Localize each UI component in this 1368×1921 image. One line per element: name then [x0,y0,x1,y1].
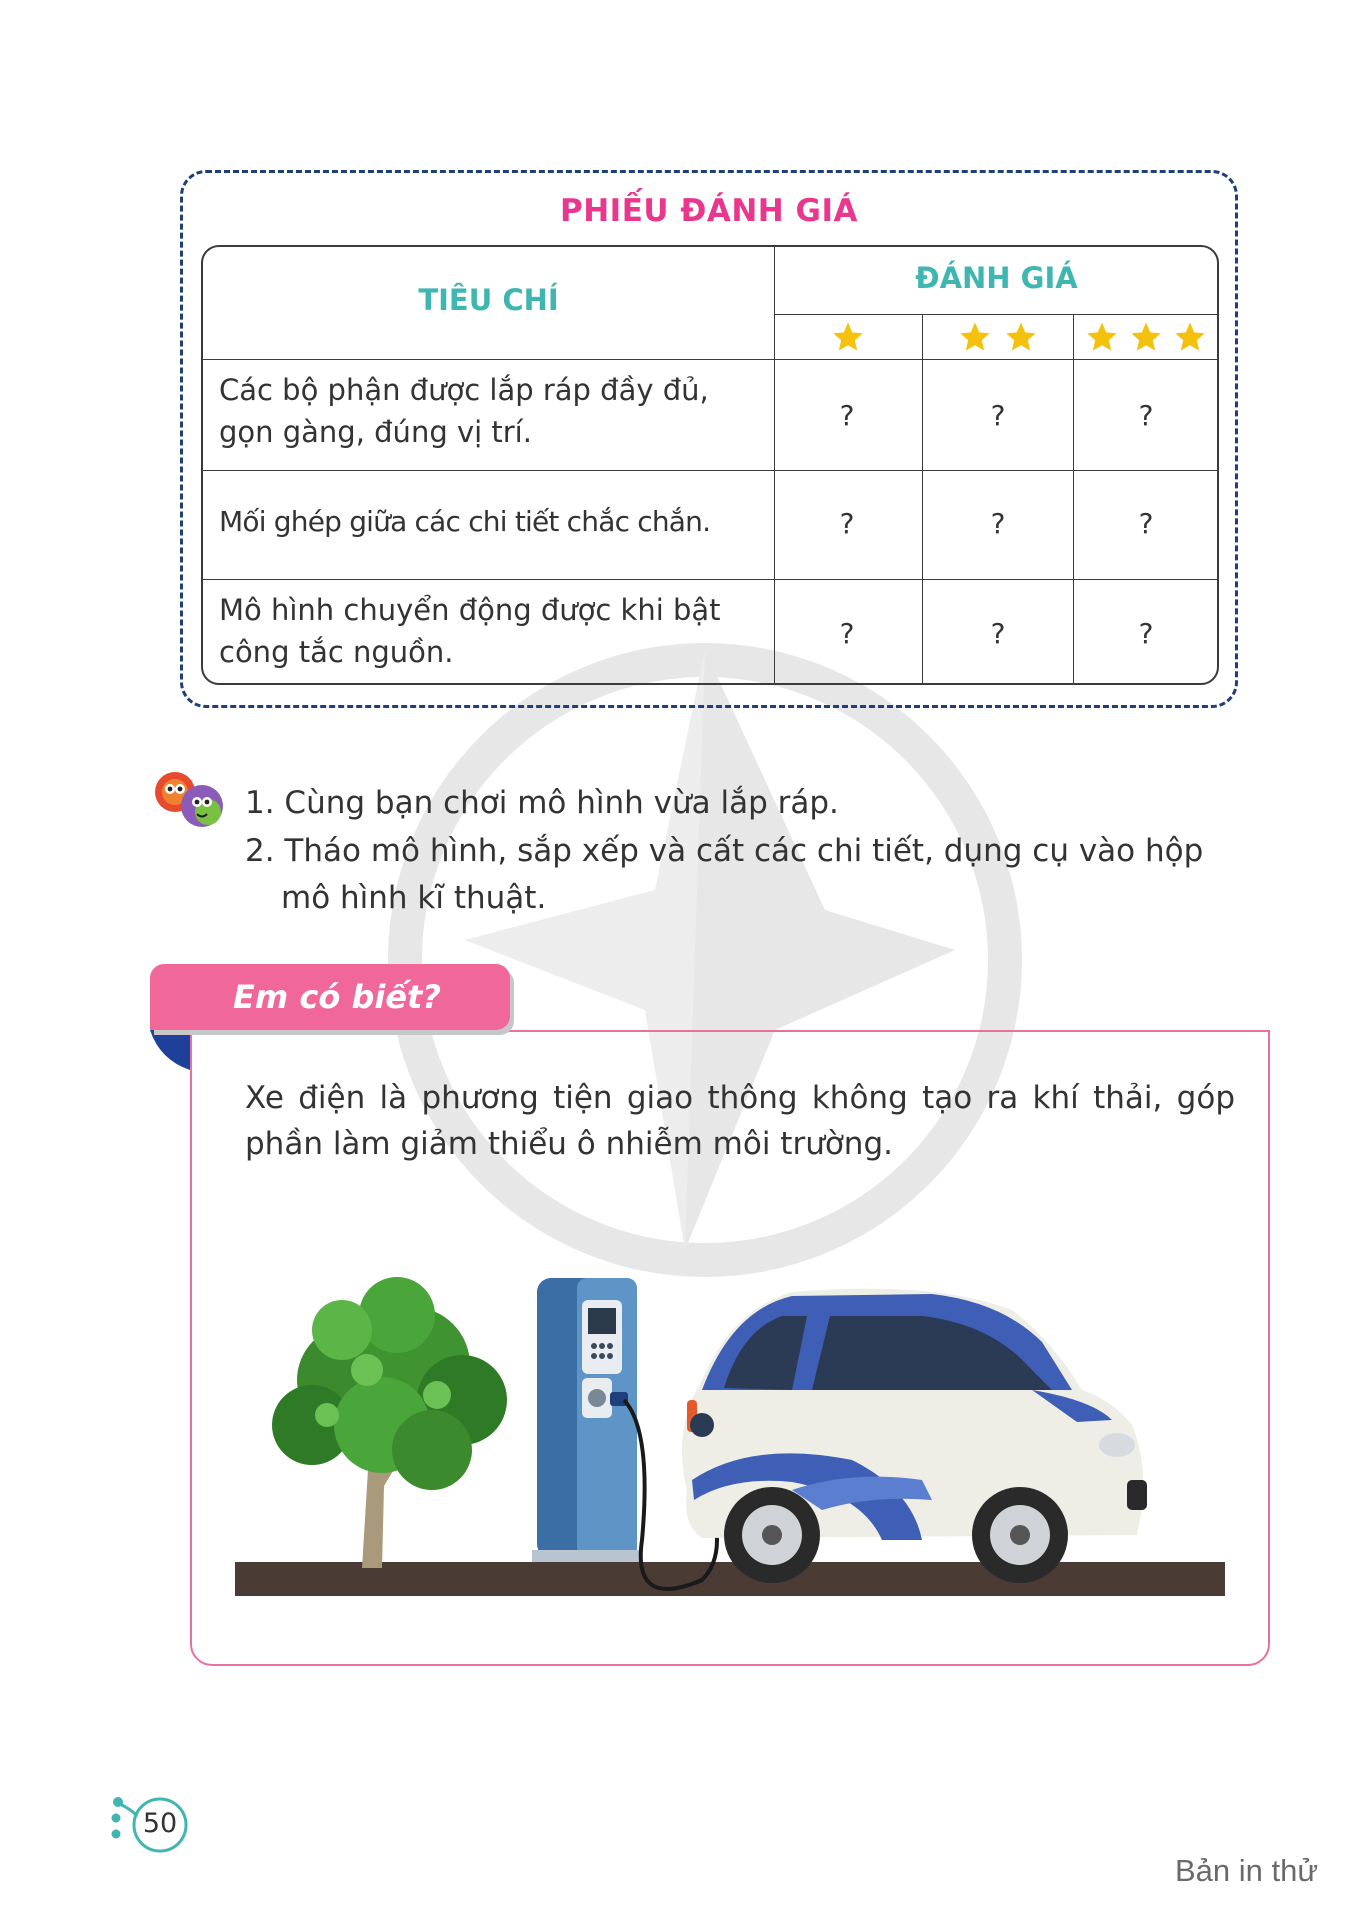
ev-charging-illustration [232,1250,1232,1600]
rating-mark[interactable]: ? [990,399,1006,432]
rating-three-stars [1073,315,1219,359]
tree-icon [272,1277,507,1568]
ground [235,1562,1225,1596]
criterion-text: Mô hình chuyển động được khi bật công tắc nguồn. [219,593,721,669]
did-you-know-text: Xe điện là phương tiện giao thông không tạo ra khí thải, góp phần làm giảm thiểu ô nhiễm môi trường. [245,1080,1235,1162]
mascot-icon [150,762,230,834]
print-note: Bản in thử [1175,1853,1319,1888]
page-number: 50 [142,1808,178,1839]
rating-mark[interactable]: ? [1138,507,1154,540]
criteria-header: TIÊU CHÍ [418,283,559,317]
activity-item-2: 2. Tháo mô hình, sắp xếp và cất các chi tiết, dụng cụ vào hộp mô hình kĩ thuật. [245,833,1204,916]
criterion-text: Mối ghép giữa các chi tiết chắc chắn. [219,505,711,538]
rating-two-stars [922,315,1073,359]
electric-car-icon [682,1289,1147,1583]
criterion-text: Các bộ phận được lắp ráp đầy đủ, gọn gàng, đúng vị trí. [219,373,709,449]
rating-mark[interactable]: ? [990,507,1006,540]
star-icon [958,320,992,354]
activity-item-1: 1. Cùng bạn chơi mô hình vừa lắp ráp. [245,785,839,821]
rating-mark[interactable]: ? [1138,399,1154,432]
star-icon [1129,320,1163,354]
star-icon [1004,320,1038,354]
rating-mark[interactable]: ? [990,617,1006,650]
rating-mark[interactable]: ? [839,617,855,650]
rating-header: ĐÁNH GIÁ [915,261,1078,295]
star-icon [1085,320,1119,354]
rating-one-star [774,315,922,359]
evaluation-title: PHIẾU ĐÁNH GIÁ [560,193,858,229]
rating-mark[interactable]: ? [839,399,855,432]
rating-mark[interactable]: ? [1138,617,1154,650]
star-icon [1173,320,1207,354]
star-icon [831,320,865,354]
did-you-know-title: Em có biết? [233,978,441,1016]
rating-mark[interactable]: ? [839,507,855,540]
evaluation-table [201,245,1219,685]
